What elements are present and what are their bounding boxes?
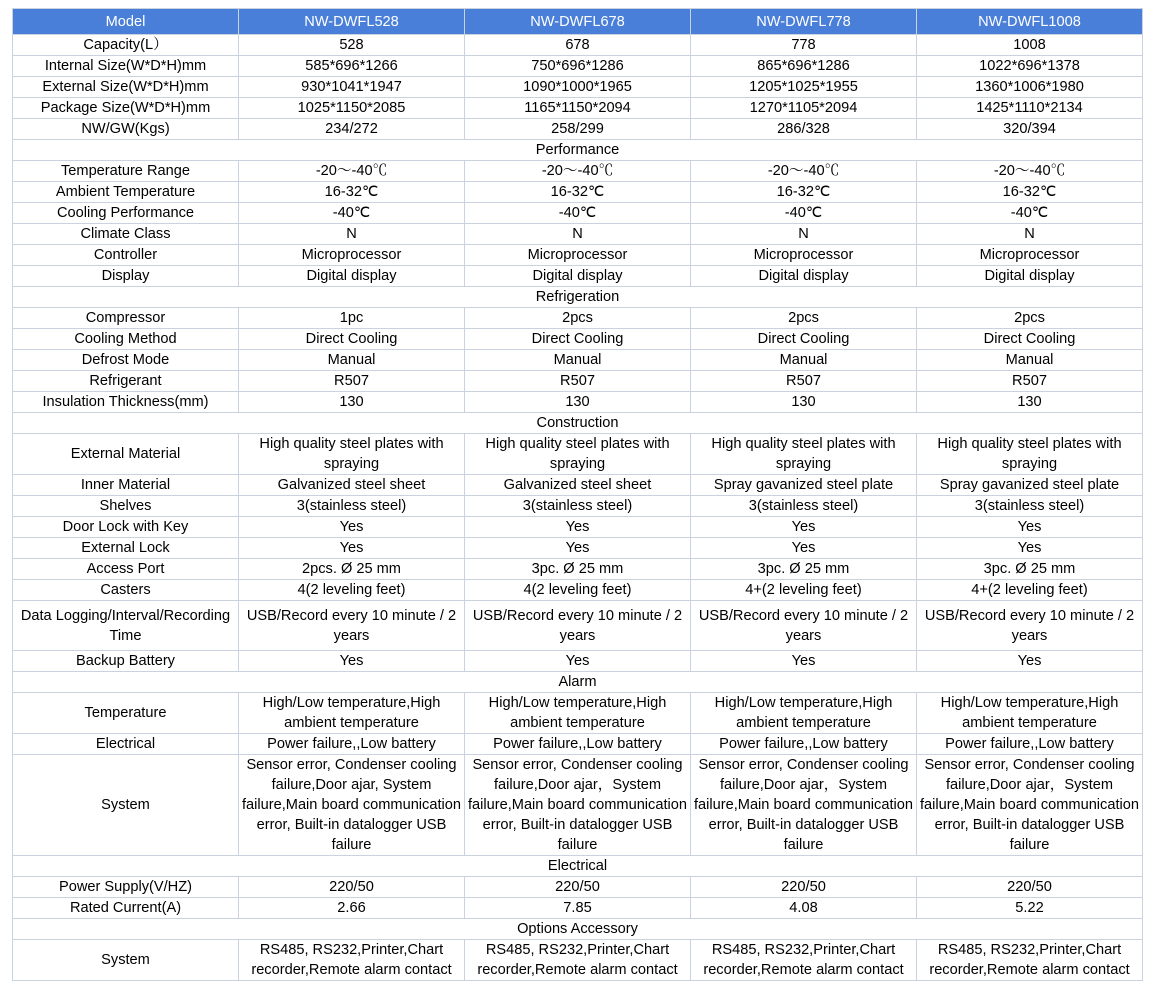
spec-table <box>12 8 1143 981</box>
spec-value-model-3: 1270*1105*2094 <box>691 98 917 119</box>
spec-row <box>13 266 1143 287</box>
spec-value-model-2: 750*696*1286 <box>465 56 691 77</box>
spec-value-model-2: Microprocessor <box>465 245 691 266</box>
spec-row <box>13 940 1143 981</box>
spec-value-model-1: 930*1041*1947 <box>239 77 465 98</box>
spec-value-model-1: -20～-40℃ <box>239 161 465 182</box>
spec-value-model-3: Power failure,,Low battery <box>691 734 917 755</box>
spec-label: External Material <box>13 434 239 475</box>
spec-value-model-2: 2pcs <box>465 308 691 329</box>
spec-row <box>13 392 1143 413</box>
spec-value-model-4: USB/Record every 10 minute / 2 years <box>917 601 1143 651</box>
spec-value-model-4: N <box>917 224 1143 245</box>
spec-value-model-2: R507 <box>465 371 691 392</box>
spec-value-model-4: 16-32℃ <box>917 182 1143 203</box>
spec-value-model-3: Yes <box>691 517 917 538</box>
spec-label: Power Supply(V/HZ) <box>13 877 239 898</box>
spec-label: System <box>13 940 239 981</box>
spec-value-model-4: -20～-40℃ <box>917 161 1143 182</box>
spec-value-model-4: 3pc. Ø 25 mm <box>917 559 1143 580</box>
spec-value-model-4: Yes <box>917 538 1143 559</box>
spec-row <box>13 517 1143 538</box>
spec-label: System <box>13 755 239 856</box>
spec-value-model-3: High quality steel plates with spraying <box>691 434 917 475</box>
spec-value-model-2: Digital display <box>465 266 691 287</box>
spec-value-model-3: Microprocessor <box>691 245 917 266</box>
spec-value-model-1: -40℃ <box>239 203 465 224</box>
spec-value-model-1: 220/50 <box>239 877 465 898</box>
spec-value-model-2: -20～-40℃ <box>465 161 691 182</box>
spec-row <box>13 56 1143 77</box>
spec-label: Data Logging/Interval/Recording Time <box>13 601 239 651</box>
spec-value-model-2: Sensor error, Condenser cooling failure,Door ajar，System failure,Main board communication error, Built-in datalogger USB failure <box>465 755 691 856</box>
spec-value-model-1: 3(stainless steel) <box>239 496 465 517</box>
spec-value-model-2: High/Low temperature,High ambient temperature <box>465 693 691 734</box>
spec-value-model-2: 7.85 <box>465 898 691 919</box>
spec-value-model-3: -40℃ <box>691 203 917 224</box>
spec-value-model-4: High quality steel plates with spraying <box>917 434 1143 475</box>
spec-value-model-1: Power failure,,Low battery <box>239 734 465 755</box>
spec-value-model-1: 528 <box>239 35 465 56</box>
spec-value-model-1: Manual <box>239 350 465 371</box>
spec-value-model-4: 220/50 <box>917 877 1143 898</box>
spec-value-model-2: -40℃ <box>465 203 691 224</box>
header-model-1: NW-DWFL528 <box>239 9 465 35</box>
spec-value-model-4: Spray gavanized steel plate <box>917 475 1143 496</box>
spec-value-model-2: Yes <box>465 538 691 559</box>
spec-label: External Size(W*D*H)mm <box>13 77 239 98</box>
spec-value-model-1: 585*696*1266 <box>239 56 465 77</box>
spec-label: NW/GW(Kgs) <box>13 119 239 140</box>
spec-value-model-2: 16-32℃ <box>465 182 691 203</box>
spec-row <box>13 651 1143 672</box>
spec-value-model-2: Yes <box>465 517 691 538</box>
spec-value-model-2: Yes <box>465 651 691 672</box>
spec-value-model-2: 3(stainless steel) <box>465 496 691 517</box>
spec-value-model-3: Direct Cooling <box>691 329 917 350</box>
spec-label: Cooling Method <box>13 329 239 350</box>
spec-row <box>13 203 1143 224</box>
spec-value-model-1: Yes <box>239 538 465 559</box>
spec-value-model-4: 1425*1110*2134 <box>917 98 1143 119</box>
spec-value-model-1: Direct Cooling <box>239 329 465 350</box>
spec-value-model-3: Yes <box>691 651 917 672</box>
spec-value-model-3: USB/Record every 10 minute / 2 years <box>691 601 917 651</box>
spec-value-model-2: Direct Cooling <box>465 329 691 350</box>
spec-row <box>13 119 1143 140</box>
spec-value-model-2: 4(2 leveling feet) <box>465 580 691 601</box>
spec-value-model-4: Direct Cooling <box>917 329 1143 350</box>
spec-row <box>13 538 1143 559</box>
spec-value-model-4: RS485, RS232,Printer,Chart recorder,Remote alarm contact <box>917 940 1143 981</box>
spec-label: Package Size(W*D*H)mm <box>13 98 239 119</box>
spec-value-model-3: 4.08 <box>691 898 917 919</box>
spec-label: Compressor <box>13 308 239 329</box>
spec-value-model-3: Sensor error, Condenser cooling failure,Door ajar，System failure,Main board communication error, Built-in datalogger USB failure <box>691 755 917 856</box>
spec-row <box>13 755 1143 856</box>
spec-row <box>13 35 1143 56</box>
spec-value-model-4: 320/394 <box>917 119 1143 140</box>
spec-value-model-3: 286/328 <box>691 119 917 140</box>
spec-value-model-3: 16-32℃ <box>691 182 917 203</box>
spec-row <box>13 77 1143 98</box>
spec-row <box>13 434 1143 475</box>
spec-value-model-1: Galvanized steel sheet <box>239 475 465 496</box>
spec-row <box>13 350 1143 371</box>
spec-value-model-2: 130 <box>465 392 691 413</box>
section-title: Construction <box>13 413 1143 434</box>
spec-label: Defrost Mode <box>13 350 239 371</box>
spec-value-model-1: Yes <box>239 517 465 538</box>
spec-value-model-4: Digital display <box>917 266 1143 287</box>
section-title: Electrical <box>13 856 1143 877</box>
spec-label: Controller <box>13 245 239 266</box>
spec-value-model-4: 1022*696*1378 <box>917 56 1143 77</box>
spec-row <box>13 371 1143 392</box>
spec-value-model-2: 1090*1000*1965 <box>465 77 691 98</box>
spec-value-model-3: High/Low temperature,High ambient temperature <box>691 693 917 734</box>
spec-value-model-4: 2pcs <box>917 308 1143 329</box>
spec-value-model-2: High quality steel plates with spraying <box>465 434 691 475</box>
spec-label: Door Lock with Key <box>13 517 239 538</box>
spec-value-model-3: -20～-40℃ <box>691 161 917 182</box>
spec-value-model-3: RS485, RS232,Printer,Chart recorder,Remote alarm contact <box>691 940 917 981</box>
spec-label: Temperature Range <box>13 161 239 182</box>
spec-row <box>13 182 1143 203</box>
spec-value-model-4: Sensor error, Condenser cooling failure,Door ajar，System failure,Main board communication error, Built-in datalogger USB failure <box>917 755 1143 856</box>
header-model-label: Model <box>13 9 239 35</box>
spec-row <box>13 601 1143 651</box>
spec-value-model-2: Manual <box>465 350 691 371</box>
spec-value-model-4: Manual <box>917 350 1143 371</box>
spec-value-model-1: 16-32℃ <box>239 182 465 203</box>
spec-label: Refrigerant <box>13 371 239 392</box>
spec-value-model-1: Sensor error, Condenser cooling failure,Door ajar, System failure,Main board communication error, Built-in datalogger USB failure <box>239 755 465 856</box>
spec-value-model-4: -40℃ <box>917 203 1143 224</box>
spec-value-model-2: USB/Record every 10 minute / 2 years <box>465 601 691 651</box>
spec-value-model-2: Galvanized steel sheet <box>465 475 691 496</box>
spec-label: External Lock <box>13 538 239 559</box>
header-model-4: NW-DWFL1008 <box>917 9 1143 35</box>
spec-row <box>13 693 1143 734</box>
spec-value-model-4: 4+(2 leveling feet) <box>917 580 1143 601</box>
spec-value-model-3: 130 <box>691 392 917 413</box>
spec-value-model-3: 865*696*1286 <box>691 56 917 77</box>
spec-value-model-4: High/Low temperature,High ambient temperature <box>917 693 1143 734</box>
spec-value-model-1: 2pcs. Ø 25 mm <box>239 559 465 580</box>
spec-value-model-3: Yes <box>691 538 917 559</box>
section-title: Options Accessory <box>13 919 1143 940</box>
spec-value-model-3: 778 <box>691 35 917 56</box>
spec-row <box>13 496 1143 517</box>
spec-value-model-3: Spray gavanized steel plate <box>691 475 917 496</box>
spec-row <box>13 580 1143 601</box>
spec-value-model-1: USB/Record every 10 minute / 2 years <box>239 601 465 651</box>
spec-value-model-2: 220/50 <box>465 877 691 898</box>
spec-value-model-4: Microprocessor <box>917 245 1143 266</box>
spec-label: Display <box>13 266 239 287</box>
spec-value-model-2: 3pc. Ø 25 mm <box>465 559 691 580</box>
spec-label: Electrical <box>13 734 239 755</box>
spec-label: Cooling Performance <box>13 203 239 224</box>
header-model-3: NW-DWFL778 <box>691 9 917 35</box>
section-row <box>13 919 1143 940</box>
spec-value-model-3: 3(stainless steel) <box>691 496 917 517</box>
spec-value-model-1: RS485, RS232,Printer,Chart recorder,Remote alarm contact <box>239 940 465 981</box>
spec-value-model-1: High quality steel plates with spraying <box>239 434 465 475</box>
spec-value-model-1: 2.66 <box>239 898 465 919</box>
spec-label: Shelves <box>13 496 239 517</box>
spec-value-model-3: 2pcs <box>691 308 917 329</box>
section-row <box>13 672 1143 693</box>
spec-value-model-3: Manual <box>691 350 917 371</box>
spec-value-model-1: Digital display <box>239 266 465 287</box>
spec-row <box>13 898 1143 919</box>
spec-label: Inner Material <box>13 475 239 496</box>
spec-label: Temperature <box>13 693 239 734</box>
spec-value-model-1: Microprocessor <box>239 245 465 266</box>
section-row <box>13 413 1143 434</box>
spec-value-model-1: 1025*1150*2085 <box>239 98 465 119</box>
section-row <box>13 140 1143 161</box>
spec-value-model-2: Power failure,,Low battery <box>465 734 691 755</box>
spec-value-model-3: N <box>691 224 917 245</box>
spec-value-model-2: 678 <box>465 35 691 56</box>
spec-value-model-3: 3pc. Ø 25 mm <box>691 559 917 580</box>
spec-value-model-1: High/Low temperature,High ambient temperature <box>239 693 465 734</box>
section-row <box>13 287 1143 308</box>
spec-value-model-2: 1165*1150*2094 <box>465 98 691 119</box>
spec-label: Casters <box>13 580 239 601</box>
spec-value-model-3: R507 <box>691 371 917 392</box>
spec-value-model-1: 130 <box>239 392 465 413</box>
spec-value-model-4: 3(stainless steel) <box>917 496 1143 517</box>
spec-label: Climate Class <box>13 224 239 245</box>
section-title: Refrigeration <box>13 287 1143 308</box>
spec-label: Ambient Temperature <box>13 182 239 203</box>
spec-value-model-4: 1008 <box>917 35 1143 56</box>
spec-value-model-4: 130 <box>917 392 1143 413</box>
spec-value-model-4: Yes <box>917 651 1143 672</box>
spec-value-model-4: Yes <box>917 517 1143 538</box>
spec-value-model-3: 220/50 <box>691 877 917 898</box>
spec-value-model-1: R507 <box>239 371 465 392</box>
spec-value-model-1: 234/272 <box>239 119 465 140</box>
spec-row <box>13 308 1143 329</box>
spec-value-model-2: 258/299 <box>465 119 691 140</box>
section-row <box>13 856 1143 877</box>
spec-value-model-1: 4(2 leveling feet) <box>239 580 465 601</box>
spec-row <box>13 245 1143 266</box>
spec-row <box>13 734 1143 755</box>
spec-value-model-4: 5.22 <box>917 898 1143 919</box>
spec-value-model-1: Yes <box>239 651 465 672</box>
spec-value-model-4: R507 <box>917 371 1143 392</box>
spec-value-model-1: 1pc <box>239 308 465 329</box>
spec-row <box>13 877 1143 898</box>
spec-label: Backup Battery <box>13 651 239 672</box>
spec-value-model-4: Power failure,,Low battery <box>917 734 1143 755</box>
spec-row <box>13 329 1143 350</box>
spec-row <box>13 559 1143 580</box>
spec-row <box>13 98 1143 119</box>
spec-row <box>13 161 1143 182</box>
spec-value-model-3: 4+(2 leveling feet) <box>691 580 917 601</box>
section-title: Performance <box>13 140 1143 161</box>
spec-row <box>13 224 1143 245</box>
spec-value-model-3: 1205*1025*1955 <box>691 77 917 98</box>
spec-value-model-2: N <box>465 224 691 245</box>
spec-value-model-4: 1360*1006*1980 <box>917 77 1143 98</box>
spec-label: Rated Current(A) <box>13 898 239 919</box>
header-model-2: NW-DWFL678 <box>465 9 691 35</box>
spec-body <box>13 35 1143 981</box>
spec-label: Insulation Thickness(mm) <box>13 392 239 413</box>
spec-row <box>13 475 1143 496</box>
spec-value-model-2: RS485, RS232,Printer,Chart recorder,Remote alarm contact <box>465 940 691 981</box>
spec-label: Capacity(L） <box>13 35 239 56</box>
spec-label: Access Port <box>13 559 239 580</box>
spec-label: Internal Size(W*D*H)mm <box>13 56 239 77</box>
section-title: Alarm <box>13 672 1143 693</box>
spec-value-model-1: N <box>239 224 465 245</box>
spec-value-model-3: Digital display <box>691 266 917 287</box>
header-row <box>13 9 1143 35</box>
